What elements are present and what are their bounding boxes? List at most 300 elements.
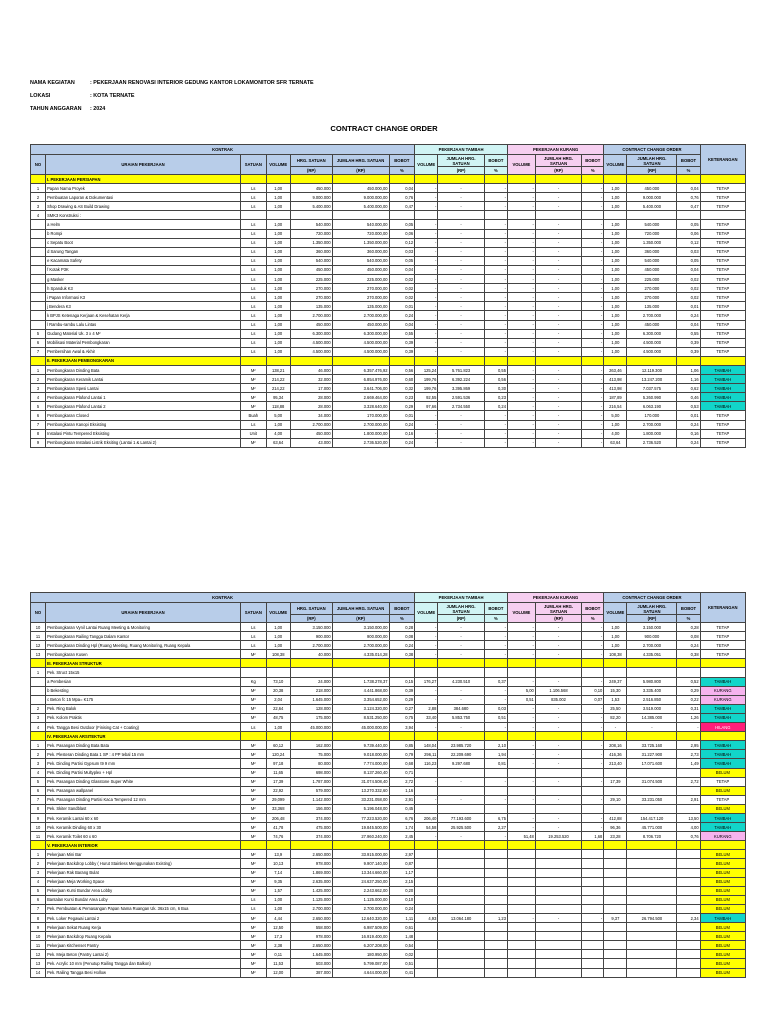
table-cell: - — [484, 420, 507, 429]
header-field — [30, 80, 314, 86]
table-cell: Ls — [241, 302, 267, 311]
table-cell: 118,88 — [266, 402, 290, 411]
table-cell: 0,38 — [389, 650, 415, 659]
table-cell: 1,00 — [266, 265, 290, 274]
table-cell: 0,10 — [582, 686, 604, 695]
table-cell: 1 — [31, 741, 46, 750]
table-cell: - — [582, 365, 604, 374]
table-cell — [604, 786, 627, 795]
table-cell — [582, 659, 604, 668]
table-cell: - — [438, 347, 484, 356]
table-cell: - — [507, 184, 535, 193]
table-row — [31, 686, 746, 695]
table-cell: BELUM — [700, 895, 745, 904]
table-cell: 0,85 — [389, 741, 415, 750]
table-cell: 2.516.850 — [627, 695, 677, 704]
table-cell: 1,00 — [604, 238, 627, 247]
table-cell: - — [484, 202, 507, 211]
table-row — [31, 632, 746, 641]
table-cell: - — [415, 623, 438, 632]
table-cell — [266, 668, 290, 677]
table-cell: - — [415, 202, 438, 211]
table-cell — [535, 968, 581, 977]
table-cell: 1,00 — [604, 193, 627, 202]
table-cell: 0,04 — [389, 184, 415, 193]
table-cell: - — [438, 256, 484, 265]
table-cell: 4 — [31, 211, 46, 220]
table-row — [31, 777, 746, 786]
table-cell: - — [415, 832, 438, 841]
table-cell: 206,40 — [415, 813, 438, 822]
table-cell: Pembongkaran Spesi Lantai — [46, 384, 241, 393]
table-row — [31, 768, 746, 777]
table-cell — [604, 732, 627, 741]
table-cell: - — [507, 329, 535, 338]
table-cell: Pekerjaan Kursi Bundar Area Lobby — [46, 886, 241, 895]
table-cell — [438, 886, 484, 895]
table-cell: 10 — [31, 623, 46, 632]
table-cell — [241, 841, 267, 850]
header-cell: % — [484, 167, 507, 175]
table-cell: - — [484, 193, 507, 202]
table-cell — [389, 356, 415, 365]
table-cell: TETAP — [700, 202, 745, 211]
table-cell: TAMBAH — [700, 741, 745, 750]
section-row — [31, 175, 746, 184]
table-cell: 1,74 — [389, 823, 415, 832]
table-cell — [535, 841, 581, 850]
table-cell: 540.000,00 — [332, 220, 389, 229]
table-cell: BELUM — [700, 786, 745, 795]
table-cell — [438, 923, 484, 932]
header-cell: HRG. SATUAN — [290, 603, 332, 615]
table-row — [31, 868, 746, 877]
table-cell: 2.700.000 — [627, 641, 677, 650]
table-cell: 12 — [31, 950, 46, 959]
table-cell — [438, 659, 484, 668]
table-cell: TAMBAH — [700, 384, 745, 393]
table-cell — [535, 786, 581, 795]
table-cell: - — [484, 329, 507, 338]
table-cell: 4.500.000 — [290, 347, 332, 356]
table-cell: - — [415, 247, 438, 256]
table-cell: TETAP — [700, 411, 745, 420]
table-cell: - — [627, 723, 677, 732]
table-row — [31, 384, 746, 393]
table-cell: - — [582, 823, 604, 832]
table-cell — [438, 175, 484, 184]
table-cell: - — [415, 777, 438, 786]
table-cell: - — [535, 375, 581, 384]
table-cell — [582, 932, 604, 941]
table-cell: - — [507, 438, 535, 447]
header-cell: JUMLAH HRG. SATUAN — [332, 155, 389, 167]
table-cell: - — [438, 247, 484, 256]
table-cell — [484, 886, 507, 895]
table-cell: 28.000 — [290, 402, 332, 411]
table-cell: 13.270.332,60 — [332, 786, 389, 795]
header-cell: VOLUME — [266, 603, 290, 623]
table-cell: 40.000 — [290, 650, 332, 659]
table-cell: - — [438, 632, 484, 641]
table-cell — [31, 238, 46, 247]
table-cell — [31, 659, 46, 668]
table-cell: BELUM — [700, 868, 745, 877]
table-cell: 1.350.000,00 — [332, 238, 389, 247]
table-cell: - — [582, 375, 604, 384]
header-cell: CONTRACT CHANGE ORDER — [604, 593, 700, 603]
table-cell: - — [438, 265, 484, 274]
table-cell: - — [535, 429, 581, 438]
table-cell: 0,31 — [677, 704, 700, 713]
table-cell — [266, 211, 290, 220]
header-cell: (RP) — [290, 167, 332, 175]
table-cell: 0,06 — [389, 229, 415, 238]
table-cell: 1,00 — [604, 275, 627, 284]
table-cell: 0,16 — [389, 429, 415, 438]
table-cell: - — [438, 320, 484, 329]
table-cell: 0,41 — [389, 968, 415, 977]
table-cell: 4 — [31, 768, 46, 777]
table-cell: 0,12 — [389, 238, 415, 247]
table-cell: 82,20 — [604, 713, 627, 722]
table-cell: - — [535, 293, 581, 302]
table-cell: 0,61 — [389, 923, 415, 932]
table-cell: TETAP — [700, 220, 745, 229]
table-cell: 0,24 — [677, 311, 700, 320]
table-cell — [484, 175, 507, 184]
table-cell: 1,00 — [266, 320, 290, 329]
table-cell: - — [415, 320, 438, 329]
table-cell: 720.000 — [290, 229, 332, 238]
table-cell: 1,26 — [677, 713, 700, 722]
table-cell: - — [484, 265, 507, 274]
table-cell — [389, 668, 415, 677]
table-cell: - — [535, 623, 581, 632]
table-cell — [535, 804, 581, 813]
table-cell: - — [507, 247, 535, 256]
table-cell — [484, 786, 507, 795]
table-cell: 2.243.662,00 — [332, 886, 389, 895]
table-cell: TETAP — [700, 275, 745, 284]
table-cell: 270.000 — [290, 293, 332, 302]
table-cell — [604, 768, 627, 777]
table-cell: - — [535, 393, 581, 402]
table-cell: - — [582, 677, 604, 686]
table-cell — [582, 968, 604, 977]
table-cell — [582, 732, 604, 741]
table-cell — [507, 850, 535, 859]
table-cell: 0,05 — [389, 220, 415, 229]
table-row — [31, 904, 746, 913]
table-cell: - — [438, 795, 484, 804]
table-cell — [438, 904, 484, 913]
header-cell: VOLUME — [507, 603, 535, 623]
table-cell: 360.000,00 — [332, 247, 389, 256]
table-cell: - — [582, 741, 604, 750]
table-cell — [438, 859, 484, 868]
table-cell: 33.231.050 — [627, 795, 677, 804]
table-cell: 1,00 — [604, 220, 627, 229]
table-cell — [582, 950, 604, 959]
table-cell: 2.700.000 — [627, 420, 677, 429]
table-row — [31, 347, 746, 356]
table-cell — [389, 732, 415, 741]
table-cell: 249,37 — [604, 677, 627, 686]
table-row — [31, 923, 746, 932]
table-cell: 0,05 — [389, 256, 415, 265]
table-cell: - — [535, 677, 581, 686]
table-cell: 6.300.000 — [290, 329, 332, 338]
table-cell: 0,04 — [677, 184, 700, 193]
table-cell: Ls — [241, 329, 267, 338]
table-cell: 2,27 — [484, 823, 507, 832]
table-cell: 0,23 — [484, 393, 507, 402]
table-cell — [582, 668, 604, 677]
table-cell — [507, 941, 535, 950]
table-cell: 4.500.000,00 — [332, 347, 389, 356]
table-cell: KURANG — [700, 832, 745, 841]
table-cell: TAMBAH — [700, 813, 745, 822]
table-cell: - — [582, 302, 604, 311]
table-cell — [438, 850, 484, 859]
table-cell: TAMBAH — [700, 704, 745, 713]
table-cell: 1,94 — [484, 750, 507, 759]
table-cell: Papan Nama Proyek — [46, 184, 241, 193]
table-cell: M² — [241, 859, 267, 868]
table-cell: 0,39 — [677, 338, 700, 347]
table-cell — [604, 932, 627, 941]
table-cell: 77.193.600 — [438, 813, 484, 822]
table-cell: 0,51 — [484, 713, 507, 722]
table-cell — [535, 659, 581, 668]
table-cell: 0,03 — [484, 704, 507, 713]
table-cell: 1,11 — [389, 914, 415, 923]
table-cell: 1,00 — [604, 293, 627, 302]
table-cell: TETAP — [700, 320, 745, 329]
table-cell: Pekerjaan Sekat Ruang Kerja — [46, 923, 241, 932]
table-cell: 0,53 — [677, 402, 700, 411]
table-cell: 1 — [31, 850, 46, 859]
table-cell — [507, 886, 535, 895]
table-cell: 4 — [31, 877, 46, 886]
table-row — [31, 211, 746, 220]
table-cell: 0,04 — [389, 265, 415, 274]
table-cell: 5 — [31, 886, 46, 895]
table-row — [31, 895, 746, 904]
table-cell: 1,00 — [604, 347, 627, 356]
table-cell: M² — [241, 750, 267, 759]
table-cell: M² — [241, 795, 267, 804]
table-cell: l Rambu-rambu Lalu Lintas — [46, 320, 241, 329]
table-cell: c Sepatu Boot — [46, 238, 241, 247]
table-cell: 95,34 — [266, 393, 290, 402]
table-cell — [415, 859, 438, 868]
header-cell: JUMLAH HRG. SATUAN — [535, 603, 581, 615]
table-cell: TETAP — [700, 229, 745, 238]
table-cell: Bantalan Kursi Bundar Area Loby — [46, 895, 241, 904]
table-cell — [582, 941, 604, 950]
table-cell: 128.000 — [290, 704, 332, 713]
table-cell — [627, 768, 677, 777]
table-cell — [582, 850, 604, 859]
table-cell — [582, 859, 604, 868]
table-cell: 1.738.278,37 — [332, 677, 389, 686]
table-row — [31, 220, 746, 229]
table-cell: M² — [241, 950, 267, 959]
table-cell: 187,89 — [604, 393, 627, 402]
table-cell: - — [582, 438, 604, 447]
table-row — [31, 813, 746, 822]
header-cell: % — [484, 615, 507, 623]
table-cell: 1 — [31, 365, 46, 374]
table-cell: - — [535, 777, 581, 786]
table-cell: Pekerjaan Mini Bar — [46, 850, 241, 859]
table-cell: 1,00 — [604, 247, 627, 256]
table-cell: 0,79 — [389, 750, 415, 759]
table-cell: 2,88 — [415, 704, 438, 713]
table-cell: Pembuatan Laporan & Dokumentasi — [46, 193, 241, 202]
table-cell — [604, 850, 627, 859]
table-cell: 1,16 — [677, 375, 700, 384]
table-cell: - — [438, 302, 484, 311]
table-cell — [677, 859, 700, 868]
table-cell: 1,17 — [389, 868, 415, 877]
table-cell: 3 — [31, 384, 46, 393]
table-cell: 213,40 — [604, 759, 627, 768]
table-cell: 0,23 — [389, 393, 415, 402]
table-cell — [484, 877, 507, 886]
table-cell — [677, 904, 700, 913]
table-cell: 45.000.000 — [290, 723, 332, 732]
header-cell: PEKERJAAN KURANG — [507, 145, 603, 155]
table-cell — [290, 668, 332, 677]
table-cell: - — [415, 220, 438, 229]
table-cell: 12,00 — [266, 968, 290, 977]
table-cell: 33.725.160 — [627, 741, 677, 750]
table-cell: Pek. Dinding Partisi Gypsum t9 9 mm — [46, 759, 241, 768]
table-cell: 6 — [31, 786, 46, 795]
table-cell: 6.854.976,00 — [332, 375, 389, 384]
table-cell: 199,76 — [415, 375, 438, 384]
table-cell: 1,00 — [266, 229, 290, 238]
table-cell: 2 — [31, 750, 46, 759]
table-cell: TETAP — [700, 623, 745, 632]
table-cell: 9 — [31, 813, 46, 822]
table-cell — [677, 211, 700, 220]
table-cell: 2.700.000 — [290, 311, 332, 320]
table-cell — [389, 211, 415, 220]
table-cell — [241, 356, 267, 365]
header-cell: KETERANGAN — [700, 593, 745, 623]
table-cell: - — [484, 229, 507, 238]
table-cell: 384.680 — [438, 704, 484, 713]
table-cell: 0,16 — [677, 429, 700, 438]
table-cell — [604, 211, 627, 220]
table-cell: 31.227.900 — [627, 750, 677, 759]
table-row — [31, 438, 746, 447]
table-cell: 7.774.000,00 — [332, 759, 389, 768]
table-cell: 51,48 — [507, 832, 535, 841]
table-cell: - — [582, 623, 604, 632]
table-cell — [700, 841, 745, 850]
table-cell — [438, 841, 484, 850]
table-cell: 5.799.087,00 — [332, 959, 389, 968]
table-cell: 412,88 — [604, 813, 627, 822]
table-cell: TETAP — [700, 265, 745, 274]
table-cell: 1,00 — [266, 329, 290, 338]
table-row — [31, 265, 746, 274]
table-cell: 4,93 — [415, 914, 438, 923]
table-cell: - — [535, 723, 581, 732]
table-cell: 0,02 — [677, 284, 700, 293]
table-row — [31, 284, 746, 293]
table-cell: 900.000,00 — [332, 632, 389, 641]
table-cell — [604, 959, 627, 968]
table-cell: 0,68 — [389, 759, 415, 768]
table-cell: 0,51 — [389, 959, 415, 968]
table-cell: 5.196.048,00 — [332, 804, 389, 813]
table-cell: M² — [241, 375, 267, 384]
table-row — [31, 402, 746, 411]
header-cell: URAIAN PEKERJAAN — [46, 155, 241, 175]
table-cell: II. PEKERJAAN PEMBONGKARAN — [46, 356, 241, 365]
table-cell: 0,52 — [677, 677, 700, 686]
header-cell: VOLUME — [266, 155, 290, 175]
table-cell: e Kacamata Safety — [46, 256, 241, 265]
table-cell: BELUM — [700, 877, 745, 886]
table-cell: HILANG — [700, 723, 745, 732]
table-cell: Pembersihan Awal & Akhir — [46, 347, 241, 356]
table-cell: Pek. Acrylic 10 mm (Penutup Railing Tangga dan Balkon) — [46, 959, 241, 968]
table-cell: 4.335.014,28 — [332, 650, 389, 659]
table-cell: 0,76 — [677, 193, 700, 202]
table-cell: - — [582, 750, 604, 759]
table-cell: 120,24 — [266, 750, 290, 759]
table-cell: 6.300.000 — [627, 329, 677, 338]
table-cell — [677, 895, 700, 904]
table-cell: 270.000 — [290, 284, 332, 293]
table-cell: 162.000 — [290, 741, 332, 750]
table-cell: 225.000 — [290, 275, 332, 284]
table-cell: 14.385.000 — [627, 713, 677, 722]
header-cell: BOBOT — [582, 603, 604, 615]
header-cell: NO — [31, 603, 46, 623]
table-cell — [415, 804, 438, 813]
table-cell: 1,00 — [266, 641, 290, 650]
table-cell: Pek. Railing Tangga Besi Hollow — [46, 968, 241, 977]
table-cell: M² — [241, 365, 267, 374]
table-cell — [31, 175, 46, 184]
table-cell: Pek. Kolom Praktis — [46, 713, 241, 722]
table-row — [31, 420, 746, 429]
header-cell: BOBOT — [484, 603, 507, 615]
table-cell — [290, 356, 332, 365]
table-cell: Pek. Meja Beton (Pantry Lantai 2) — [46, 950, 241, 959]
table-row — [31, 886, 746, 895]
header-cell: URAIAN PEKERJAAN — [46, 603, 241, 623]
table-cell: 1.350.000 — [290, 238, 332, 247]
table-cell — [582, 175, 604, 184]
table-cell: - — [438, 777, 484, 786]
table-cell — [484, 959, 507, 968]
table-cell — [415, 786, 438, 795]
table-cell: 2.734.550 — [438, 402, 484, 411]
table-cell: - — [582, 338, 604, 347]
table-cell: Pek. Keramik Dinding 60 x 30 — [46, 823, 241, 832]
table-cell: 0,39 — [389, 347, 415, 356]
table-cell: 27.960.240,00 — [332, 832, 389, 841]
